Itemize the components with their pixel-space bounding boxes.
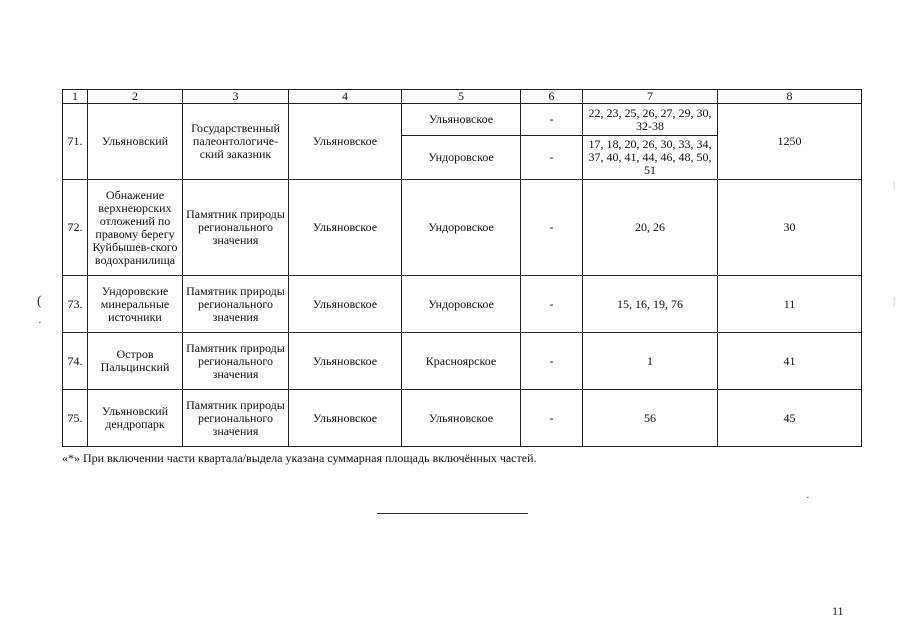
quarters-list: 22, 23, 25, 26, 27, 29, 30, 32-38 [583, 104, 718, 136]
scan-mark: | [893, 179, 896, 191]
area-value: 45 [718, 390, 862, 447]
object-category: Памятник природы регионального значения [183, 276, 289, 333]
column-6-value: - [521, 276, 583, 333]
scan-mark: ( [37, 294, 42, 309]
scan-mark: · [38, 317, 42, 329]
column-6-value: - [521, 136, 583, 180]
district-forestry: Ундоровское [402, 180, 521, 276]
column-6-value: - [521, 180, 583, 276]
object-category: Памятник природы регионального значения [183, 390, 289, 447]
separator-line [377, 513, 528, 514]
district-forestry: Ундоровское [402, 276, 521, 333]
row-number: 74. [63, 333, 88, 390]
forestry-name: Ульяновское [289, 276, 402, 333]
row-number: 72. [63, 180, 88, 276]
header-row [63, 90, 862, 104]
object-name: Ульяновский [88, 104, 183, 180]
table-row [63, 180, 862, 276]
column-header: 1 [63, 90, 88, 104]
quarters-list: 20, 26 [583, 180, 718, 276]
row-number: 71. [63, 104, 88, 180]
table-row [63, 390, 862, 447]
row-number: 73. [63, 276, 88, 333]
scan-mark: · [806, 492, 810, 504]
forestry-name: Ульяновское [289, 390, 402, 447]
quarters-list: 56 [583, 390, 718, 447]
column-header: 8 [718, 90, 862, 104]
area-value: 1250 [718, 104, 862, 180]
quarters-list: 17, 18, 20, 26, 30, 33, 34, 37, 40, 41, 44, 46, 48, 50, 51 [583, 136, 718, 180]
forestry-name: Ульяновское [289, 180, 402, 276]
district-forestry: Красноярское [402, 333, 521, 390]
column-header: 2 [88, 90, 183, 104]
object-category: Государственный палеонтологиче-ский заказник [183, 104, 289, 180]
area-value: 11 [718, 276, 862, 333]
table-footnote: «*» При включении части квартала/выдела указана суммарная площадь включённых частей. [62, 451, 537, 465]
object-name: Обнажение верхнеюрских отложений по правому берегу Куйбышев-ского водохранилища [88, 180, 183, 276]
object-name: Ульяновский дендропарк [88, 390, 183, 447]
row-number: 75. [63, 390, 88, 447]
quarters-list: 1 [583, 333, 718, 390]
column-6-value: - [521, 390, 583, 447]
district-forestry: Ульяновское [402, 104, 521, 136]
protected-areas-table [62, 89, 862, 447]
district-forestry: Ульяновское [402, 390, 521, 447]
column-header: 6 [521, 90, 583, 104]
object-category: Памятник природы регионального значения [183, 180, 289, 276]
object-name: Ундоровские минеральные источники [88, 276, 183, 333]
forestry-name: Ульяновское [289, 333, 402, 390]
column-header: 3 [183, 90, 289, 104]
column-header: 5 [402, 90, 521, 104]
table-row [63, 276, 862, 333]
forestry-name: Ульяновское [289, 104, 402, 180]
page-number: 11 [832, 604, 844, 618]
object-category: Памятник природы регионального значения [183, 333, 289, 390]
area-value: 30 [718, 180, 862, 276]
object-name: Остров Пальцинский [88, 333, 183, 390]
quarters-list: 15, 16, 19, 76 [583, 276, 718, 333]
table-row [63, 104, 862, 136]
column-header: 7 [583, 90, 718, 104]
column-6-value: - [521, 104, 583, 136]
column-6-value: - [521, 333, 583, 390]
table-row [63, 333, 862, 390]
district-forestry: Ундоровское [402, 136, 521, 180]
scan-mark: | [893, 295, 896, 307]
column-header: 4 [289, 90, 402, 104]
area-value: 41 [718, 333, 862, 390]
